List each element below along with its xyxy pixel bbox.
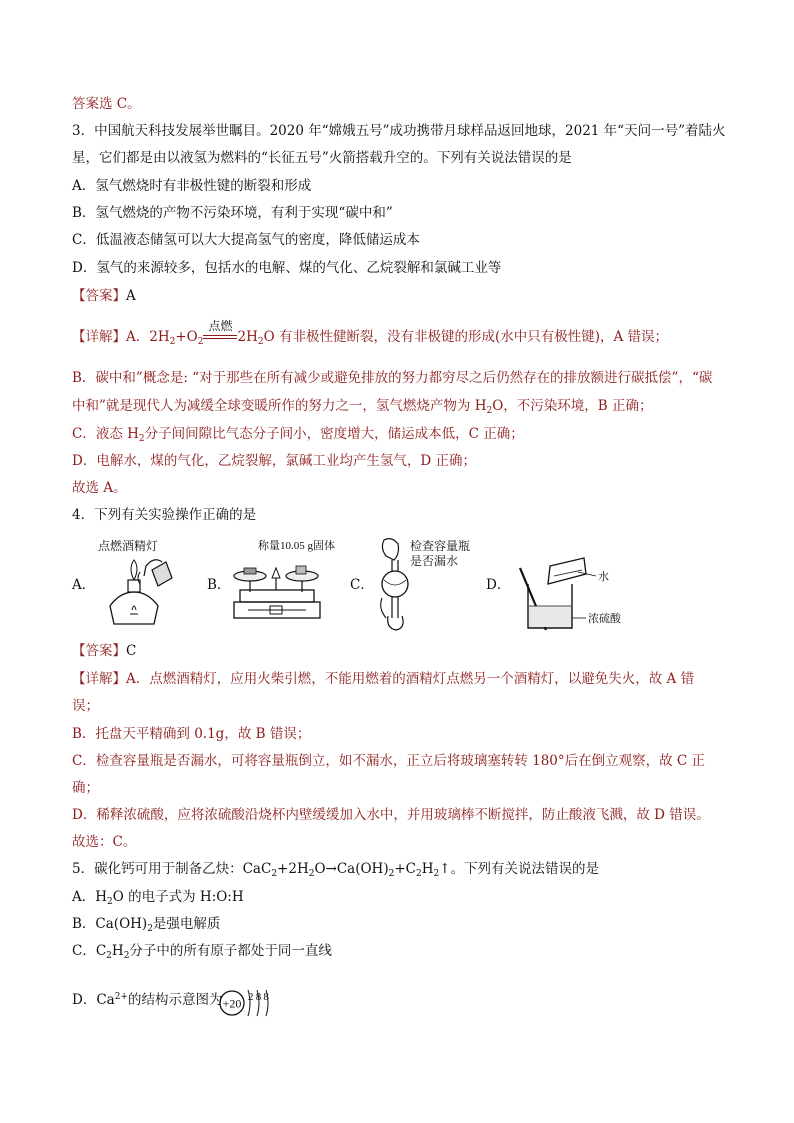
fig-a-label: A．: [72, 577, 96, 593]
q4-detail-a-line1: [72, 669, 694, 689]
q3-option-b: B．氢气燃烧的产物不污染环境，有利于实现“碳中和”: [72, 205, 393, 221]
q3-option-a: A．氢气燃烧时有非极性键的断裂和形成: [72, 178, 312, 194]
ion-nucleus-label: +20: [222, 996, 242, 1011]
q5-stem-prefix: 5．碳化钙可用于制备乙炔：: [72, 861, 243, 877]
fig-a-caption: 点燃酒精灯: [98, 539, 159, 553]
q4-conclusion: 故选：C。: [72, 834, 137, 850]
q3-stem-line1: 3．中国航天科技发展举世瞩目。2020 年“嫦娥五号”成功携带月球样品返回地球，2021 年“天问一号”着陆火: [72, 123, 726, 139]
q4-detail-c-line1: C．检查容量瓶是否漏水，可将容量瓶倒立，如不漏水，正立后将玻璃塞转转 180°后在倒立观察，故 C 正: [72, 753, 706, 769]
q3-detail-b-line2: 中和”就是现代人为减缓全球变暖所作的努力之一，氢气燃烧产物为 $H_2O$，不污染环境，B 正确；: [72, 398, 653, 416]
ca-ion-structure-diagram: [217, 986, 277, 1020]
q3-answer: [72, 286, 136, 306]
q5-option-a: A．$H_2O$ 的电子式为 H:O:H: [72, 889, 244, 907]
q5-option-b: B．$Ca(OH)_2$是强电解质: [72, 916, 221, 934]
equation-products: $2H_2O$: [237, 329, 279, 347]
q4-detail-c-line2: 确；: [72, 780, 99, 796]
detail-c-post: 分子间间隙比气态分子间小，密度增大，储运成本低，C 正确；: [144, 426, 524, 442]
option-d-pre: D．Ca: [72, 992, 115, 1008]
option-a-text: O 的电子式为 H:O:H: [112, 889, 244, 905]
answer-tag: 【答案】: [72, 288, 126, 304]
option-b-post: 是强电解质: [152, 916, 221, 932]
detail-tag: 【详解】: [72, 329, 126, 345]
fig-b-caption: 称量10.05 g固体: [258, 540, 335, 552]
q4-detail-b: B．托盘天平精确到 0.1g，故 B 错误；: [72, 726, 311, 742]
q5-stem-suffix: 。下列有关说法错误的是: [450, 861, 600, 877]
fig-a-alcohol-lamp: [92, 532, 192, 632]
q3-option-d: D．氢气的来源较多，包括水的电解、煤的气化、乙烷裂解和氯碱工业等: [72, 260, 502, 276]
q3-conclusion: 故选 A。: [72, 480, 127, 496]
fig-d-dilution: [506, 532, 636, 632]
option-c-pre: C．C: [72, 943, 107, 959]
ion-shell-electrons: 288: [248, 991, 272, 1003]
option-c-mid: H: [111, 943, 124, 959]
q5-option-d: [72, 990, 222, 1010]
option-c-post: 分子中的所有原子都处于同一直线: [129, 943, 332, 959]
detail-c-pre: C．液态 H: [72, 426, 139, 442]
ion-charge: 2+: [114, 992, 128, 1002]
arrow-line-1: [203, 335, 237, 336]
detail-a-text: A．点燃酒精灯，应用火柴引燃，不能用燃着的酒精灯点燃另一个酒精灯，以避免失火，故 A 错: [126, 671, 695, 687]
q4-detail-d: D．稀释浓硫酸，应将浓硫酸沿烧杯内壁缓缓加入水中，并用玻璃棒不断搅拌，防止酸液飞溅，故 D 错误。: [72, 807, 710, 823]
detail-b-line2-pre: 中和”就是现代人为减缓全球变暖所作的努力之一，氢气燃烧产物为 H: [72, 398, 487, 414]
q5-stem: [72, 859, 599, 879]
q3-detail-b-line1: B．碳中和”概念是: “对于那些在所有减少或避免排放的努力都穷尽之后仍然存在的排放额进行碳抵偿”，“碳: [72, 370, 713, 386]
q5-equation: $CaC_2+2H_2O\to Ca(OH)_2+C_2H_2↑$: [242, 861, 451, 879]
fig-c-volumetric-flask: [370, 532, 470, 632]
arrow-line-2: [203, 338, 237, 339]
q3-detail-d: D．电解水，煤的气化，乙烷裂解，氯碱工业均产生氢气，D 正确；: [72, 453, 476, 469]
answer-value: A: [126, 288, 136, 304]
q3-stem-line2: 星，它们都是由以液氢为燃料的“长征五号”火箭搭载升空的。下列有关说法错误的是: [72, 150, 572, 166]
detail-a-rest: 有非极性健断裂，没有非极键的形成(水中只有极性键)，A 错误；: [278, 329, 669, 345]
q5-option-c: C．$C_2H_2$分子中的所有原子都处于同一直线: [72, 943, 332, 961]
q3-detail-a: [72, 318, 669, 347]
fig-d-acid-label: 浓硫酸: [588, 613, 621, 625]
option-d-post: 的结构示意图为: [127, 992, 223, 1008]
fig-d-label: D．: [486, 577, 511, 593]
q4-detail-a-line2: 误；: [72, 698, 99, 714]
fig-c-label: C．: [350, 577, 374, 593]
condition-label: 点燃: [208, 318, 233, 333]
q3-detail-c: C．液态 $H_2$分子间间隙比气态分子间小，密度增大，储运成本低，C 正确；: [72, 426, 524, 444]
option-a-prefix: A．H: [72, 889, 108, 905]
q4-answer: [72, 641, 136, 661]
answer-tag: 【答案】: [72, 643, 126, 659]
equation-reactants: $2H_2+O_2$: [149, 329, 204, 347]
q4-stem: 4．下列有关实验操作正确的是: [72, 507, 257, 523]
answer-value: C: [126, 643, 137, 659]
fig-c-caption-1: 检查容量瓶: [410, 539, 470, 553]
fig-d-water-label: 水: [598, 571, 609, 583]
q3-option-c: C．低温液态储氢可以大大提高氢气的密度，降低储运成本: [72, 232, 420, 248]
option-b-pre: B．Ca(OH): [72, 916, 148, 932]
fig-b-balance: [228, 532, 336, 632]
detail-b-line2-post: O，不污染环境，B 正确；: [492, 398, 653, 414]
q2-conclusion: 答案选 C。: [72, 96, 141, 112]
fig-c-caption-2: 是否漏水: [410, 554, 459, 568]
detail-tag: 【详解】: [72, 671, 126, 687]
condition-arrow: [203, 318, 237, 345]
fig-b-label: B．: [207, 577, 231, 593]
detail-a-prefix: A．: [126, 329, 150, 345]
